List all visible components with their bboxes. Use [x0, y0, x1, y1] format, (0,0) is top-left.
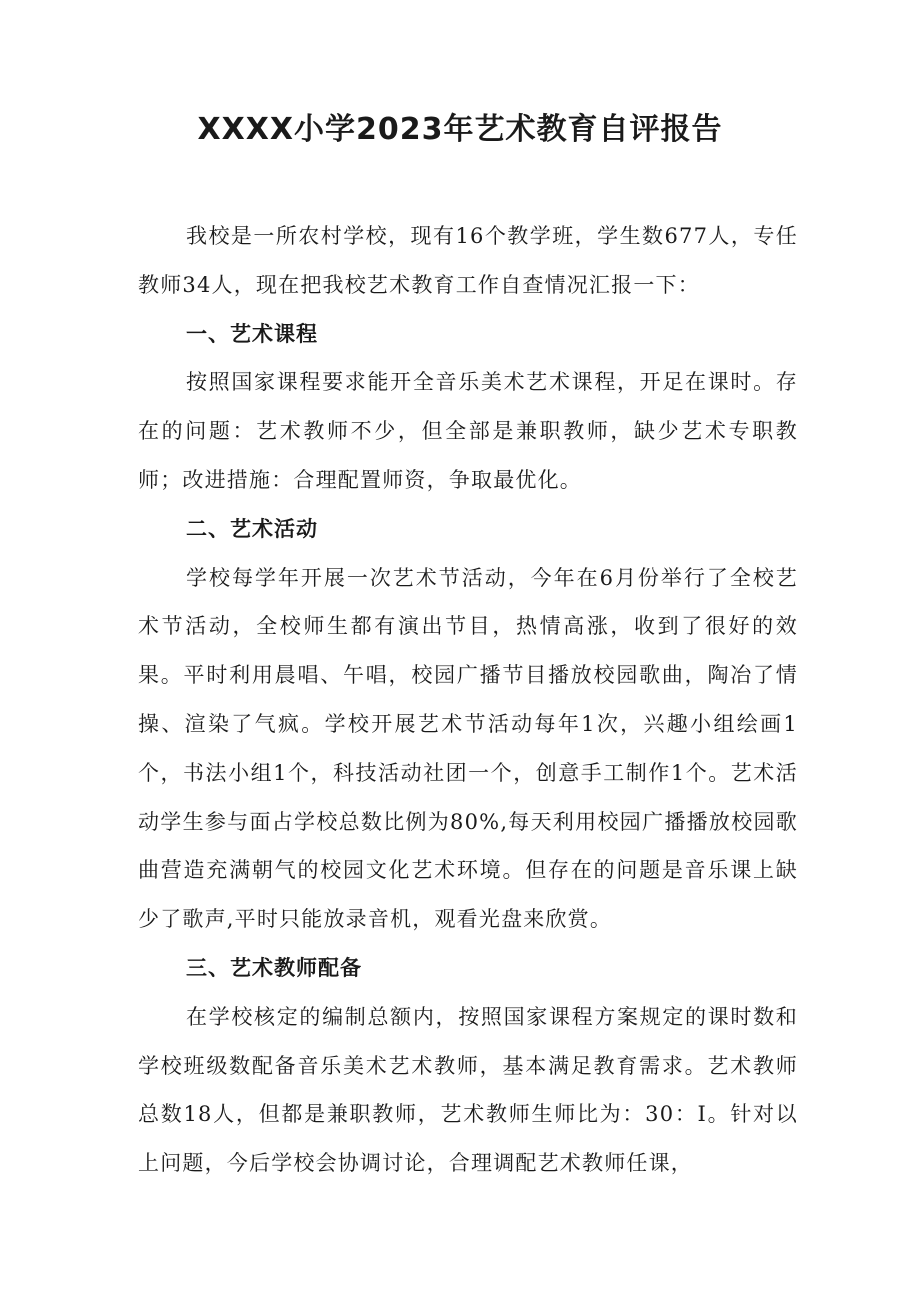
section-heading: 二、艺术活动 — [186, 516, 318, 541]
section-art-activities — [138, 505, 798, 944]
section-heading: 三、艺术教师配备 — [186, 955, 362, 980]
section-heading: 一、艺术课程 — [186, 321, 318, 346]
section-paragraph: 按照国家课程要求能开全音乐美术艺术课程，开足在课时。存在的问题：艺术教师不少，但全部是兼职教师，缺少艺术专职教师；改进措施：合理配置师资，争取最优化。 — [138, 370, 798, 492]
section-art-curriculum — [138, 310, 798, 505]
document-body — [138, 212, 798, 1188]
intro-paragraph: 我校是一所农村学校，现有16个教学班，学生数677人，专任教师34人，现在把我校艺术教育工作自查情况汇报一下： — [138, 224, 798, 297]
section-art-teachers — [138, 944, 798, 1188]
document-title: XXXX小学2023年艺术教育自评报告 — [197, 112, 723, 147]
section-paragraph: 学校每学年开展一次艺术节活动，今年在6月份举行了全校艺术节活动，全校师生都有演出节目，热情高涨，收到了很好的效果。平时利用晨唱、午唱，校园广播节目播放校园歌曲，陶冶了情操、渲染了气疯。学校开展艺术节活动每年1次，兴趣小组绘画1个，书法小组1个，科技活动社团一个，创意手工制作1个。艺术活动学生参与面占学校总数比例为80%,每天利用校园广播播放校园歌曲营造充满朝气的校园文化艺术环境。但存在的问题是音乐课上缺少了歌声,平时只能放录音机，观看光盘来欣赏。 — [138, 565, 798, 932]
section-paragraph: 在学校核定的编制总额内，按照国家课程方案规定的课时数和学校班级数配备音乐美术艺术教师，基本满足教育需求。艺术教师总数18人，但都是兼职教师，艺术教师生师比为：30：I。针对以上问题，今后学校会协调讨论，合理调配艺术教师任课， — [138, 1004, 798, 1176]
